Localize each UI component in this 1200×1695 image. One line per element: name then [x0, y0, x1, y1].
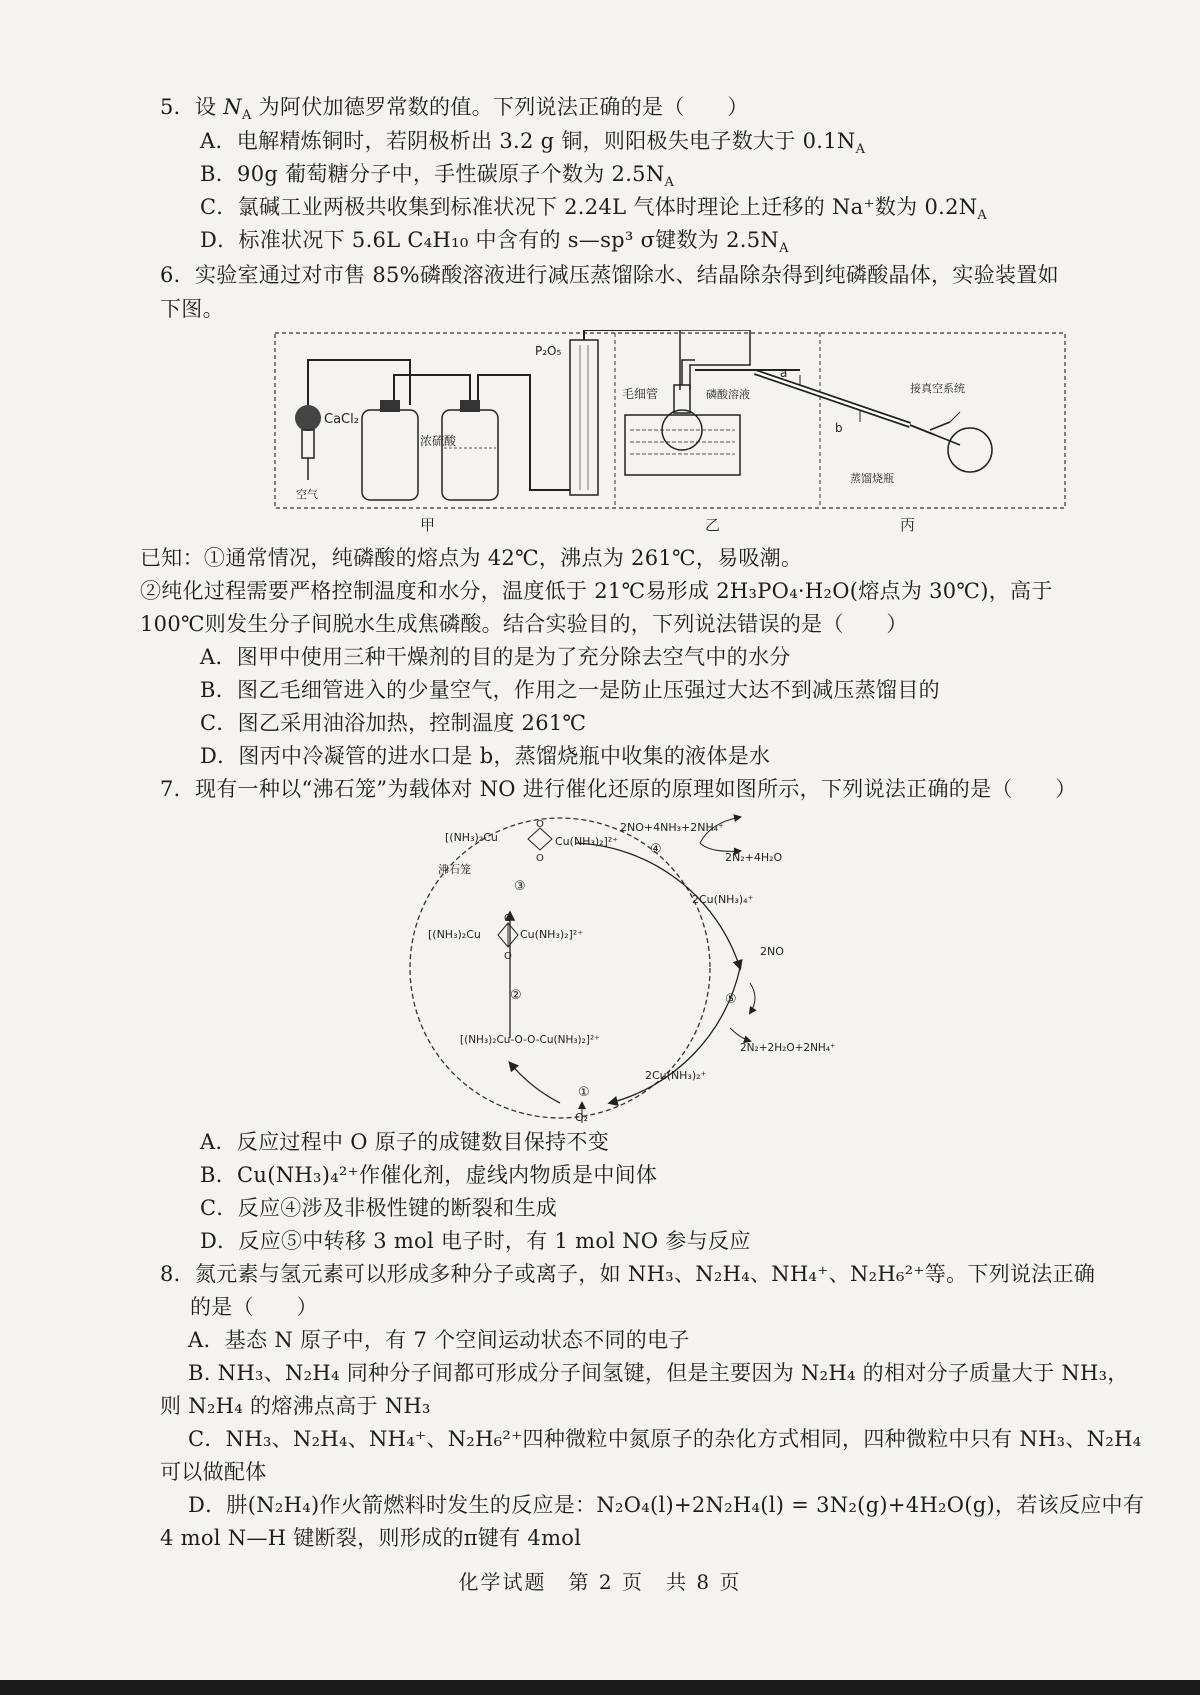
- q5-stem: 5．设 $N_A$ 为阿伏加德罗常数的值。下列说法正确的是（ ）: [160, 95, 749, 124]
- q8-option-d-line1: D．肼(N₂H₄)作火箭燃料时发生的反应是：N₂O₄(l)+2N₂H₄(l) = 3N₂(g)+4H₂O(g)，若该反应中有: [188, 1493, 1145, 1517]
- step-1: ①: [578, 1085, 590, 1100]
- label-capillary: 毛细管: [622, 387, 659, 401]
- reactant-o2: O₂: [575, 1111, 589, 1123]
- q6-known-1: 已知：①通常情况，纯磷酸的熔点为 42℃，沸点为 261℃，易吸潮。: [140, 546, 803, 570]
- step-2: ②: [510, 988, 522, 1003]
- q8-option-b-line2: 则 N₂H₄ 的熔沸点高于 NH₃: [160, 1394, 431, 1418]
- q8-option-a: A．基态 N 原子中，有 7 个空间运动状态不同的电子: [188, 1328, 690, 1352]
- h2so4-bottle: [442, 410, 498, 500]
- label-bing: 丙: [900, 516, 916, 534]
- species-top-right: Cu(NH₃)₂]²⁺: [555, 835, 619, 848]
- step-4: ④: [650, 842, 662, 857]
- label-air: 空气: [296, 488, 318, 501]
- products-right: 2N₂+2H₂O+2NH₄⁺: [740, 1042, 836, 1054]
- oxygen-label-3: O: [504, 913, 512, 924]
- species-top-left: [(NH₃)₂Cu: [445, 831, 498, 844]
- oxygen-label-1: O: [536, 819, 544, 830]
- cycle-arc-1: [510, 1063, 560, 1103]
- q8-option-c-line2: 可以做配体: [160, 1460, 267, 1484]
- q5-option-b: B．90g 葡萄糖分子中，手性碳原子个数为 $2.5N_A$: [200, 162, 675, 191]
- cacl2-drying-bulb: [295, 405, 321, 431]
- oil-bath: [625, 415, 740, 475]
- q5-option-d: D．标准状况下 5.6L C₄H₁₀ 中含有的 s—sp³ σ键数为 $2.5N_A$: [200, 228, 789, 257]
- q5-option-a: A．电解精炼铜时，若阴极析出 3.2 g 铜，则阳极失电子数大于 $0.1N_A$: [200, 129, 866, 158]
- q6-option-d: D．图丙中冷凝管的进水口是 b，蒸馏烧瓶中收集的液体是水: [200, 744, 771, 768]
- q6-stem-line2: 下图。: [160, 297, 224, 321]
- label-flask: 蒸馏烧瓶: [850, 472, 894, 485]
- q6-stem-line1: 6．实验室通过对市售 85%磷酸溶液进行减压蒸馏除水、结晶除杂得到纯磷酸晶体，实验装置如: [160, 263, 1059, 287]
- species-peroxo: [(NH₃)₂Cu-O-O-Cu(NH₃)₂]²⁺: [460, 1034, 600, 1046]
- label-yi: 乙: [705, 516, 721, 534]
- page-footer: 化学试题 第 2 页 共 8 页: [458, 1570, 742, 1594]
- q7-option-a: A．反应过程中 O 原子的成键数目保持不变: [200, 1130, 610, 1154]
- products-top: 2N₂+4H₂O: [725, 851, 783, 864]
- q6-option-b: B．图乙毛细管进入的少量空气，作用之一是防止压强过大达不到减压蒸馏目的: [200, 678, 940, 702]
- q7-stem: 7．现有一种以“沸石笼”为载体对 NO 进行催化还原的原理如图所示，下列说法正确的是（ ）: [160, 777, 1077, 801]
- q5-option-c: C．氯碱工业两极共收集到标准状况下 2.24L 气体时理论上迁移的 Na⁺数为 $0.2N_A$: [200, 195, 988, 224]
- species-bottom: 2Cu(NH₃)₂⁺: [645, 1069, 707, 1082]
- p2o5-column: [570, 340, 598, 495]
- species-mid-right: Cu(NH₃)₂]²⁺: [520, 928, 584, 941]
- label-acid: 磷酸溶液: [706, 388, 750, 401]
- q8-stem-line2: 的是（ ）: [190, 1295, 318, 1319]
- label-vacuum: 接真空系统: [910, 382, 965, 395]
- receiver-flask: [948, 428, 992, 472]
- wash-bottle-1: [362, 410, 418, 500]
- species-right: 2Cu(NH₃)₄⁺: [692, 893, 754, 906]
- reactants-top: 2NO+4NH₃+2NH₄⁺: [620, 821, 724, 834]
- species-mid-left: [(NH₃)₂Cu: [428, 928, 481, 941]
- q6-known-2: ②纯化过程需要严格控制温度和水分，温度低于 21℃易形成 2H₃PO₄·H₂O(熔点为 30℃)，高于: [140, 579, 1053, 603]
- step-3: ③: [514, 879, 526, 894]
- label-inlet-a: a: [780, 366, 788, 380]
- q8-stem-line1: 8．氮元素与氢元素可以形成多种分子或离子，如 NH₃、N₂H₄、NH₄⁺、N₂H₆²⁺等。下列说法正确: [160, 1262, 1096, 1286]
- q8-option-c-line1: C．NH₃、N₂H₄、NH₄⁺、N₂H₆²⁺四种微粒中氮原子的杂化方式相同，四种微粒中只有 NH₃、N₂H₄: [188, 1427, 1142, 1451]
- q8-option-d-line2: 4 mol N—H 键断裂，则形成的π键有 4mol: [160, 1526, 582, 1550]
- label-zeolite-cage: 沸石笼: [438, 863, 471, 876]
- q6-option-a: A．图甲中使用三种干燥剂的目的是为了充分除去空气中的水分: [200, 645, 791, 669]
- label-cacl2: CaCl₂: [324, 412, 359, 427]
- q6-known-3: 100℃则发生分子间脱水生成焦磷酸。结合实验目的，下列说法错误的是（ ）: [140, 612, 908, 636]
- cycle-arc-5: [610, 968, 740, 1103]
- q7-catalytic-cycle-figure: [320, 803, 900, 1123]
- q7-option-c: C．反应④涉及非极性键的断裂和生成: [200, 1196, 558, 1220]
- q8-option-b-line1: B. NH₃、N₂H₄ 同种分子间都可形成分子间氢键，但是主要因为 N₂H₄ 的相对分子质量大于 NH₃，: [188, 1361, 1129, 1385]
- reactant-2no: 2NO: [760, 945, 784, 958]
- q7-option-d: D．反应⑤中转移 3 mol 电子时，有 1 mol NO 参与反应: [200, 1229, 751, 1253]
- label-jia: 甲: [420, 516, 436, 534]
- oxygen-label-2: O: [536, 853, 544, 864]
- q6-option-c: C．图乙采用油浴加热，控制温度 261℃: [200, 711, 587, 735]
- oxygen-label-4: O: [504, 951, 512, 962]
- scan-edge-bar: [0, 1680, 1200, 1695]
- label-h2so4: 浓硫酸: [420, 434, 457, 448]
- label-p2o5: P₂O₅: [535, 344, 562, 358]
- step-5: ⑤: [725, 992, 737, 1007]
- q6-apparatus-figure: [270, 330, 1070, 535]
- label-inlet-b: b: [835, 421, 843, 435]
- q7-option-b: B．Cu(NH₃)₄²⁺作催化剂，虚线内物质是中间体: [200, 1163, 658, 1187]
